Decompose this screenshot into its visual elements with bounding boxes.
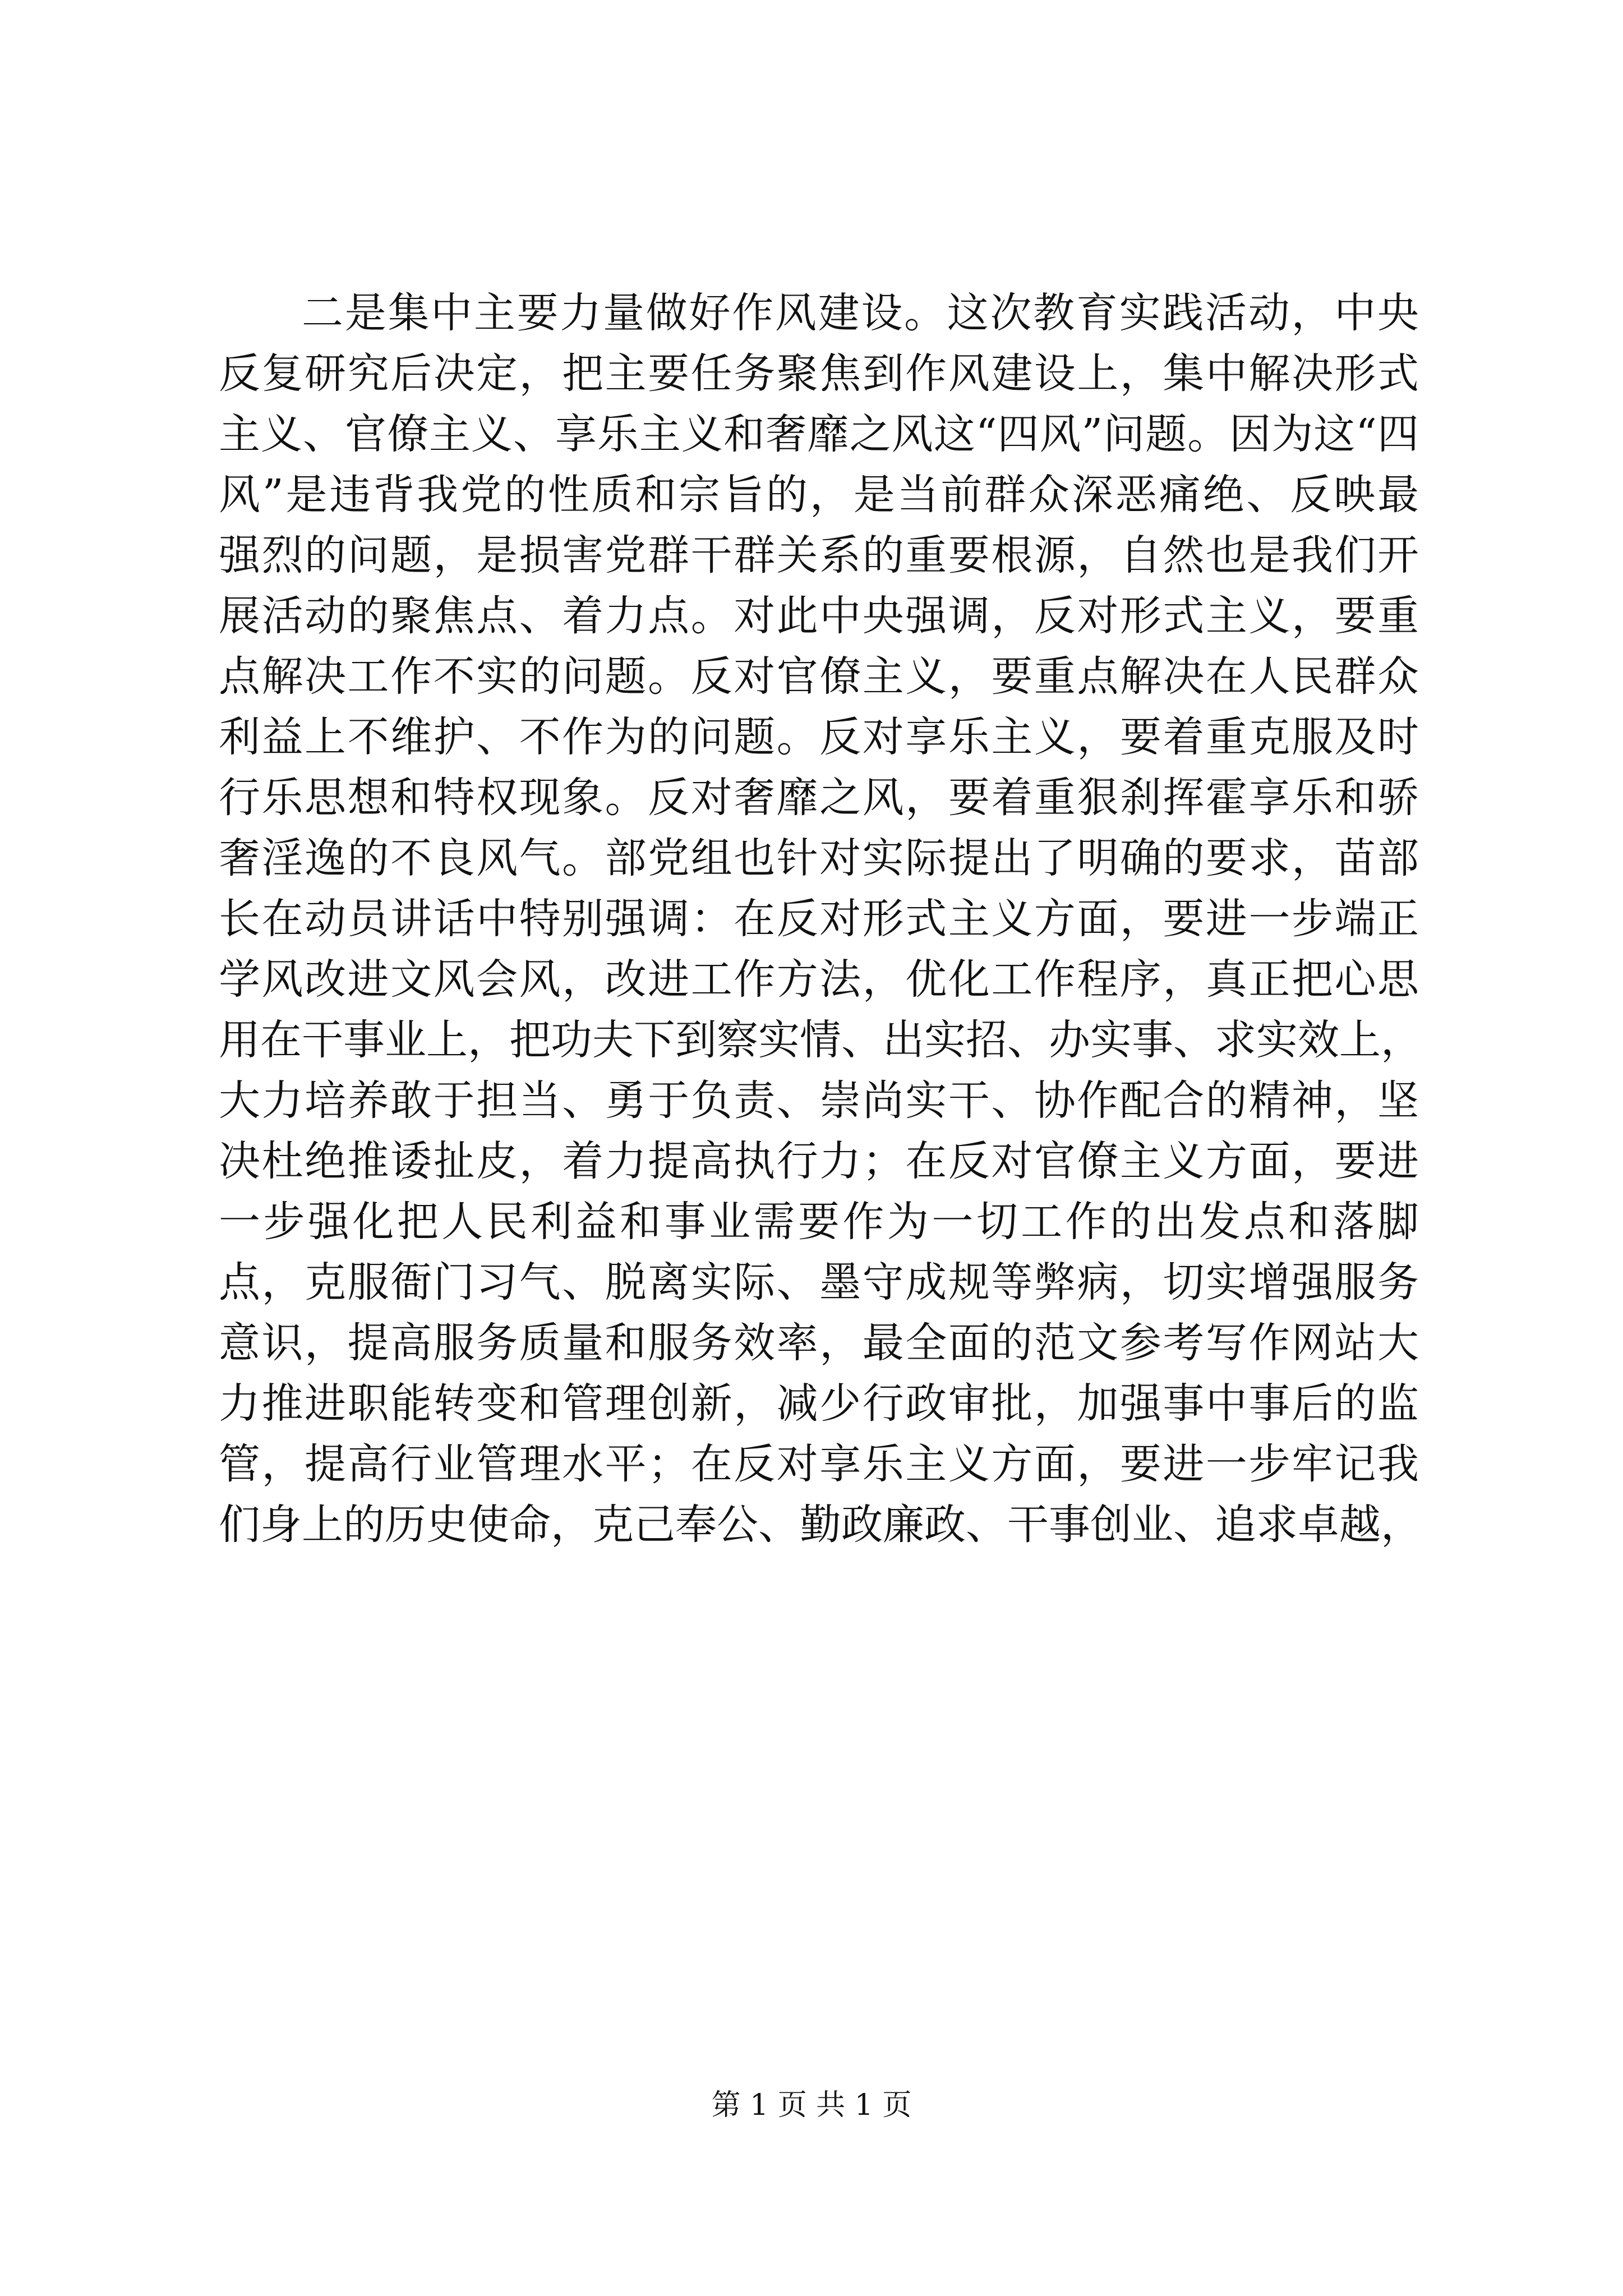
paragraph-line: 风”是违背我党的性质和宗旨的，是当前群众深恶痛绝、反映最: [219, 471, 1419, 519]
paragraph-line: 奢淫逸的不良风气。部党组也针对实际提出了明确的要求，苗部: [219, 834, 1419, 882]
page-footer: [0, 2086, 1623, 2125]
paragraph-line: 决杜绝推诿扯皮，着力提高执行力；在反对官僚主义方面，要进: [219, 1137, 1419, 1185]
paragraph-line: 行乐思想和特权现象。反对奢靡之风，要着重狠刹挥霍享乐和骄: [219, 774, 1419, 822]
paragraph-line: 主义、官僚主义、享乐主义和奢靡之风这“四风”问题。因为这“四: [219, 410, 1419, 458]
paragraph-line: 反复研究后决定，把主要任务聚焦到作风建设上，集中解决形式: [219, 349, 1419, 398]
paragraph-line: 二是集中主要力量做好作风建设。这次教育实践活动，中央: [302, 289, 1419, 337]
paragraph-line: 大力培养敢于担当、勇于负责、崇尚实干、协作配合的精神，坚: [219, 1076, 1419, 1125]
paragraph-line: 长在动员讲话中特别强调：在反对形式主义方面，要进一步端正: [219, 895, 1419, 943]
paragraph-line: 点，克服衙门习气、脱离实际、墨守成规等弊病，切实增强服务: [219, 1258, 1419, 1306]
paragraph-line: 力推进职能转变和管理创新，减少行政审批，加强事中事后的监: [219, 1379, 1419, 1428]
body-paragraph: [219, 283, 1422, 1555]
paragraph-line: 强烈的问题，是损害党群干群关系的重要根源，自然也是我们开: [219, 531, 1419, 579]
paragraph-line: 展活动的聚焦点、着力点。对此中央强调，反对形式主义，要重: [219, 592, 1419, 640]
paragraph-line: 学风改进文风会风，改进工作方法，优化工作程序，真正把心思: [219, 955, 1419, 1004]
paragraph-line: 们身上的历史使命，克己奉公、勤政廉政、干事创业、追求卓越，: [219, 1501, 1422, 1549]
paragraph-line: 管，提高行业管理水平；在反对享乐主义方面，要进一步牢记我: [219, 1440, 1419, 1488]
paragraph-line: 用在干事业上，把功夫下到察实情、出实招、办实事、求实效上，: [219, 1016, 1422, 1064]
paragraph-line: 利益上不维护、不作为的问题。反对享乐主义，要着重克服及时: [219, 713, 1419, 761]
paragraph-line: 意识，提高服务质量和服务效率，最全面的范文参考写作网站大: [219, 1319, 1419, 1367]
page-number-label: 第 1 页 共 1 页: [711, 2088, 912, 2122]
paragraph-line: 点解决工作不实的问题。反对官僚主义，要重点解决在人民群众: [219, 652, 1419, 701]
paragraph-line: 一步强化把人民利益和事业需要作为一切工作的出发点和落脚: [219, 1198, 1419, 1246]
